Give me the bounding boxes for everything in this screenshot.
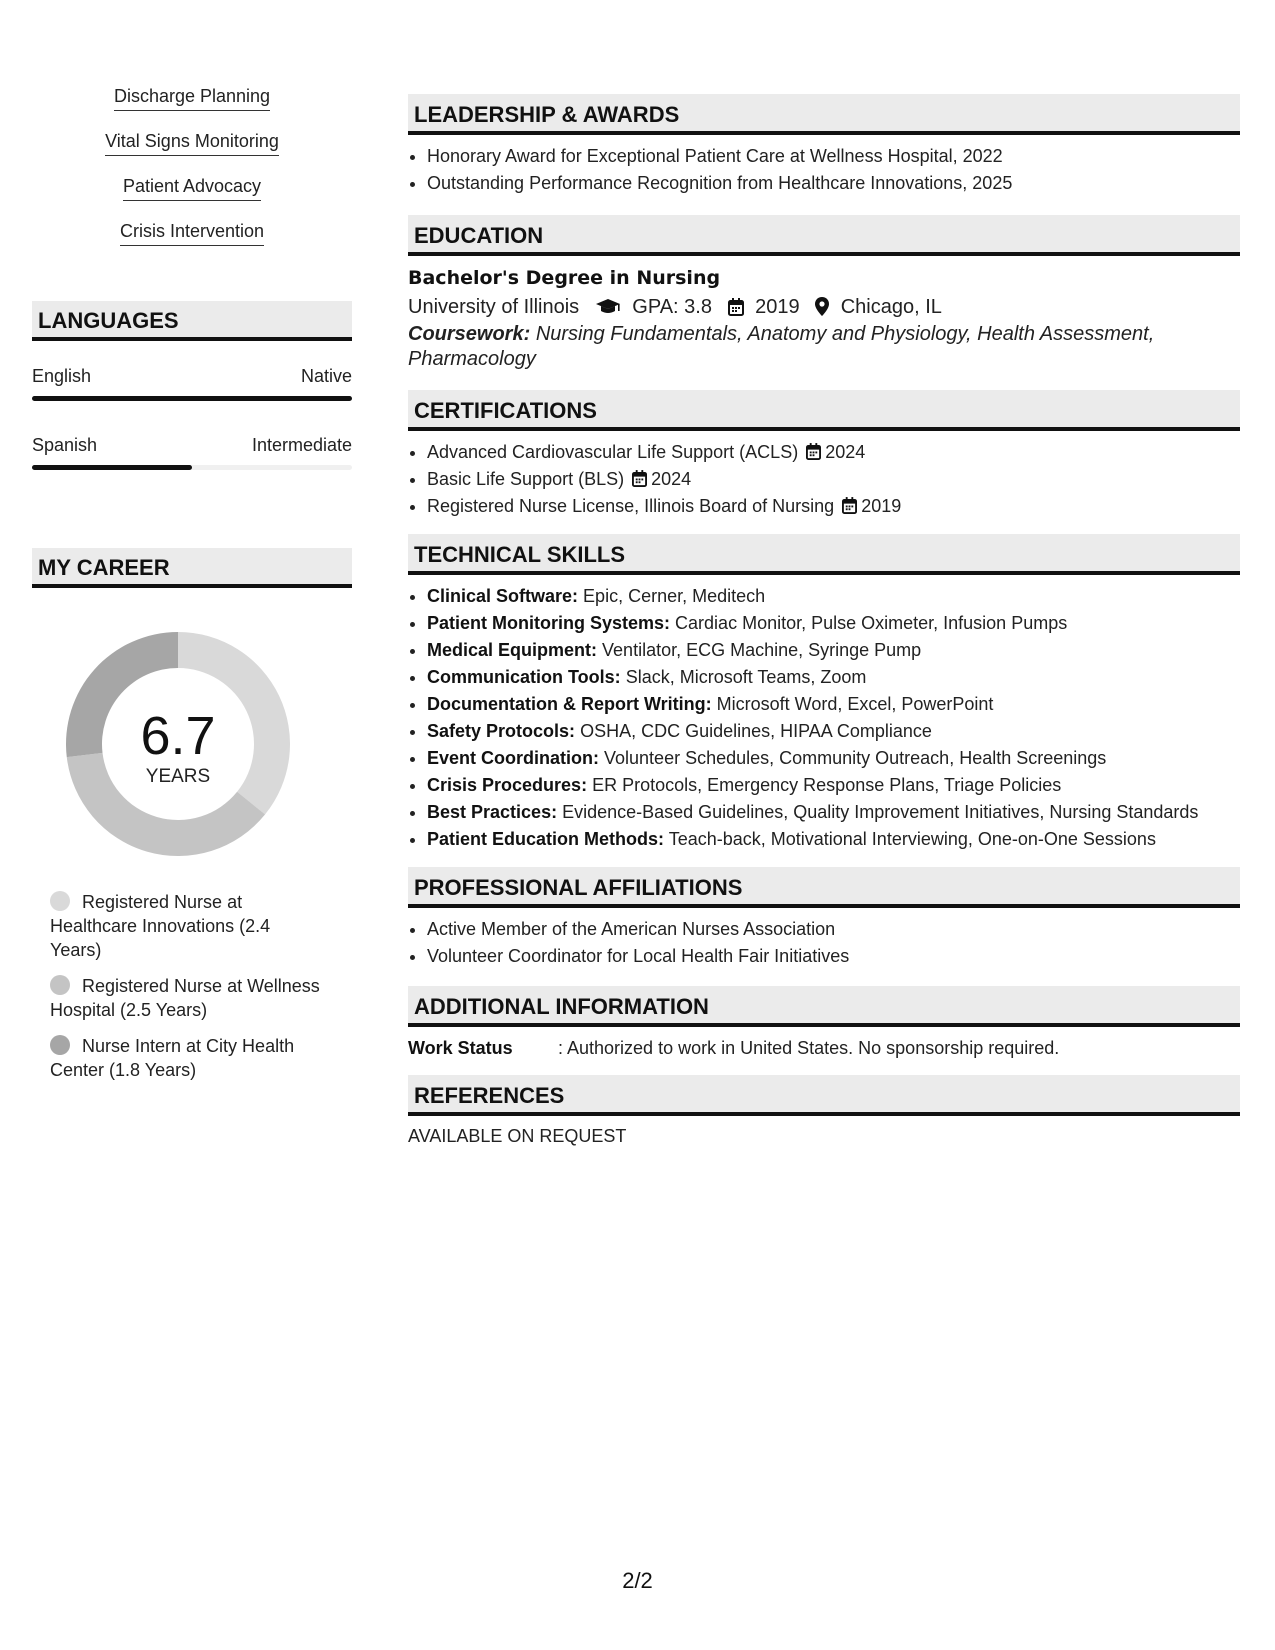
skill-tag: Discharge Planning (32, 86, 352, 131)
career-legend-item: Registered Nurse at Wellness Hospital (2.5 Years) (50, 976, 320, 1020)
language-name: Spanish (32, 435, 98, 455)
school-name: University of Illinois (408, 296, 580, 318)
calendar-icon (728, 298, 744, 316)
certifications-list (408, 439, 1240, 520)
skill-category: Crisis Procedures: (427, 775, 588, 795)
gpa: GPA: 3.8 (632, 296, 712, 318)
technical-skill-item (427, 691, 1240, 718)
references-section (408, 1075, 1240, 1147)
list-item: • Outstanding Performance Recognition from Healthcare Innovations, 2025 (427, 170, 1240, 197)
technical-skill-item (427, 583, 1240, 610)
career-legend (50, 890, 320, 1094)
section-heading: PROFESSIONAL AFFILIATIONS (408, 867, 1240, 908)
certification-item: • Registered Nurse License, Illinois Board of Nursing 2019 (427, 493, 1240, 520)
certification-item: • Basic Life Support (BLS) 2024 (427, 466, 1240, 493)
awards-list (408, 143, 1240, 197)
language-level: Native (300, 366, 352, 386)
language-level: Intermediate (251, 435, 352, 455)
skill-category: Medical Equipment: (427, 640, 598, 660)
language-bar-fill (32, 465, 192, 470)
skill-category: Safety Protocols: (427, 721, 576, 741)
degree-title: Bachelor's Degree in Nursing (408, 267, 721, 289)
skill-tag: Patient Advocacy (32, 176, 352, 221)
languages-heading: LANGUAGES (32, 301, 352, 341)
skill-values: Evidence-Based Guidelines, Quality Improvement Initiatives, Nursing Standards (562, 802, 1199, 822)
leadership-section (408, 94, 1240, 197)
graduation-year: 2019 (755, 296, 800, 318)
skill-category: Patient Education Methods: (427, 829, 665, 849)
language-bar (32, 396, 352, 401)
work-status-row (408, 1035, 1240, 1061)
skills-list (32, 86, 352, 266)
language-name: English (32, 366, 92, 386)
affiliations-list (408, 916, 1240, 970)
language-bar (32, 465, 352, 470)
list-item: • Active Member of the American Nurses Association (427, 916, 1240, 943)
coursework-value: Nursing Fundamentals, Anatomy and Physiology, Health Assessment, Pharmacology (408, 323, 1155, 370)
skill-values: OSHA, CDC Guidelines, HIPAA Compliance (580, 721, 932, 741)
legend-dot-icon (50, 1035, 70, 1055)
main-content (408, 94, 1240, 1147)
additional-info-section (408, 986, 1240, 1061)
coursework-label: Coursework: (408, 323, 531, 345)
calendar-icon (632, 470, 647, 487)
technical-skill-item (427, 745, 1240, 772)
affiliations-section (408, 867, 1240, 970)
education-meta (408, 292, 1240, 322)
skill-values: Ventilator, ECG Machine, Syringe Pump (602, 640, 922, 660)
list-item: • Honorary Award for Exceptional Patient Care at Wellness Hospital, 2022 (427, 143, 1240, 170)
career-heading: MY CAREER (32, 548, 352, 588)
skill-category: Patient Monitoring Systems: (427, 613, 671, 633)
skill-tag: Crisis Intervention (32, 221, 352, 266)
technical-skills-section (408, 534, 1240, 853)
education-section (408, 215, 1240, 372)
technical-skill-item (427, 718, 1240, 745)
section-heading: TECHNICAL SKILLS (408, 534, 1240, 575)
skill-values: Microsoft Word, Excel, PowerPoint (716, 694, 994, 714)
calendar-icon (806, 443, 821, 460)
skill-values: Teach-back, Motivational Interviewing, One-on-One Sessions (668, 829, 1156, 849)
technical-skill-item (427, 799, 1240, 826)
certifications-section (408, 390, 1240, 520)
skill-values: ER Protocols, Emergency Response Plans, Triage Policies (592, 775, 1062, 795)
skill-category: Clinical Software: (427, 586, 579, 606)
school-location: Chicago, IL (840, 296, 942, 318)
technical-skill-item (427, 772, 1240, 799)
skill-values: Epic, Cerner, Meditech (583, 586, 766, 606)
skill-values: Cardiac Monitor, Pulse Oximeter, Infusion Pumps (675, 613, 1068, 633)
legend-dot-icon (50, 975, 70, 995)
skill-category: Event Coordination: (427, 748, 599, 768)
skill-category: Communication Tools: (427, 667, 621, 687)
location-pin-icon (815, 297, 829, 316)
section-heading: ADDITIONAL INFORMATION (408, 986, 1240, 1027)
language-bar-fill (32, 396, 352, 401)
work-status-label: Work Status (408, 1038, 513, 1058)
career-total-years: 6.7 (140, 706, 216, 766)
skill-values: Slack, Microsoft Teams, Zoom (625, 667, 867, 687)
references-text: AVAILABLE ON REQUEST (408, 1126, 627, 1146)
page-number: 2/2 (622, 1568, 653, 1593)
skill-values: Volunteer Schedules, Community Outreach, Health Screenings (604, 748, 1107, 768)
section-heading: LEADERSHIP & AWARDS (408, 94, 1240, 135)
technical-skills-list (408, 583, 1240, 853)
technical-skill-item (427, 610, 1240, 637)
career-total-unit: YEARS (145, 766, 211, 787)
graduation-cap-icon (595, 298, 621, 316)
section-heading: CERTIFICATIONS (408, 390, 1240, 431)
technical-skill-item (427, 637, 1240, 664)
coursework (408, 322, 1240, 372)
certification-item: • Advanced Cardiovascular Life Support (ACLS) 2024 (427, 439, 1240, 466)
career-legend-item: Registered Nurse at Healthcare Innovations (2.4 Years) (50, 892, 271, 960)
skill-category: Documentation & Report Writing: (427, 694, 712, 714)
list-item: • Volunteer Coordinator for Local Health Fair Initiatives (427, 943, 1240, 970)
skill-category: Best Practices: (427, 802, 558, 822)
section-heading: REFERENCES (408, 1075, 1240, 1116)
technical-skill-item (427, 826, 1240, 853)
career-legend-item: Nurse Intern at City Health Center (1.8 Years) (50, 1036, 295, 1080)
technical-skill-item (427, 664, 1240, 691)
work-status-value: : Authorized to work in United States. No sponsorship required. (558, 1038, 1060, 1058)
section-heading: EDUCATION (408, 215, 1240, 256)
skill-tag: Vital Signs Monitoring (32, 131, 352, 176)
calendar-icon (842, 497, 857, 514)
legend-dot-icon (50, 891, 70, 911)
